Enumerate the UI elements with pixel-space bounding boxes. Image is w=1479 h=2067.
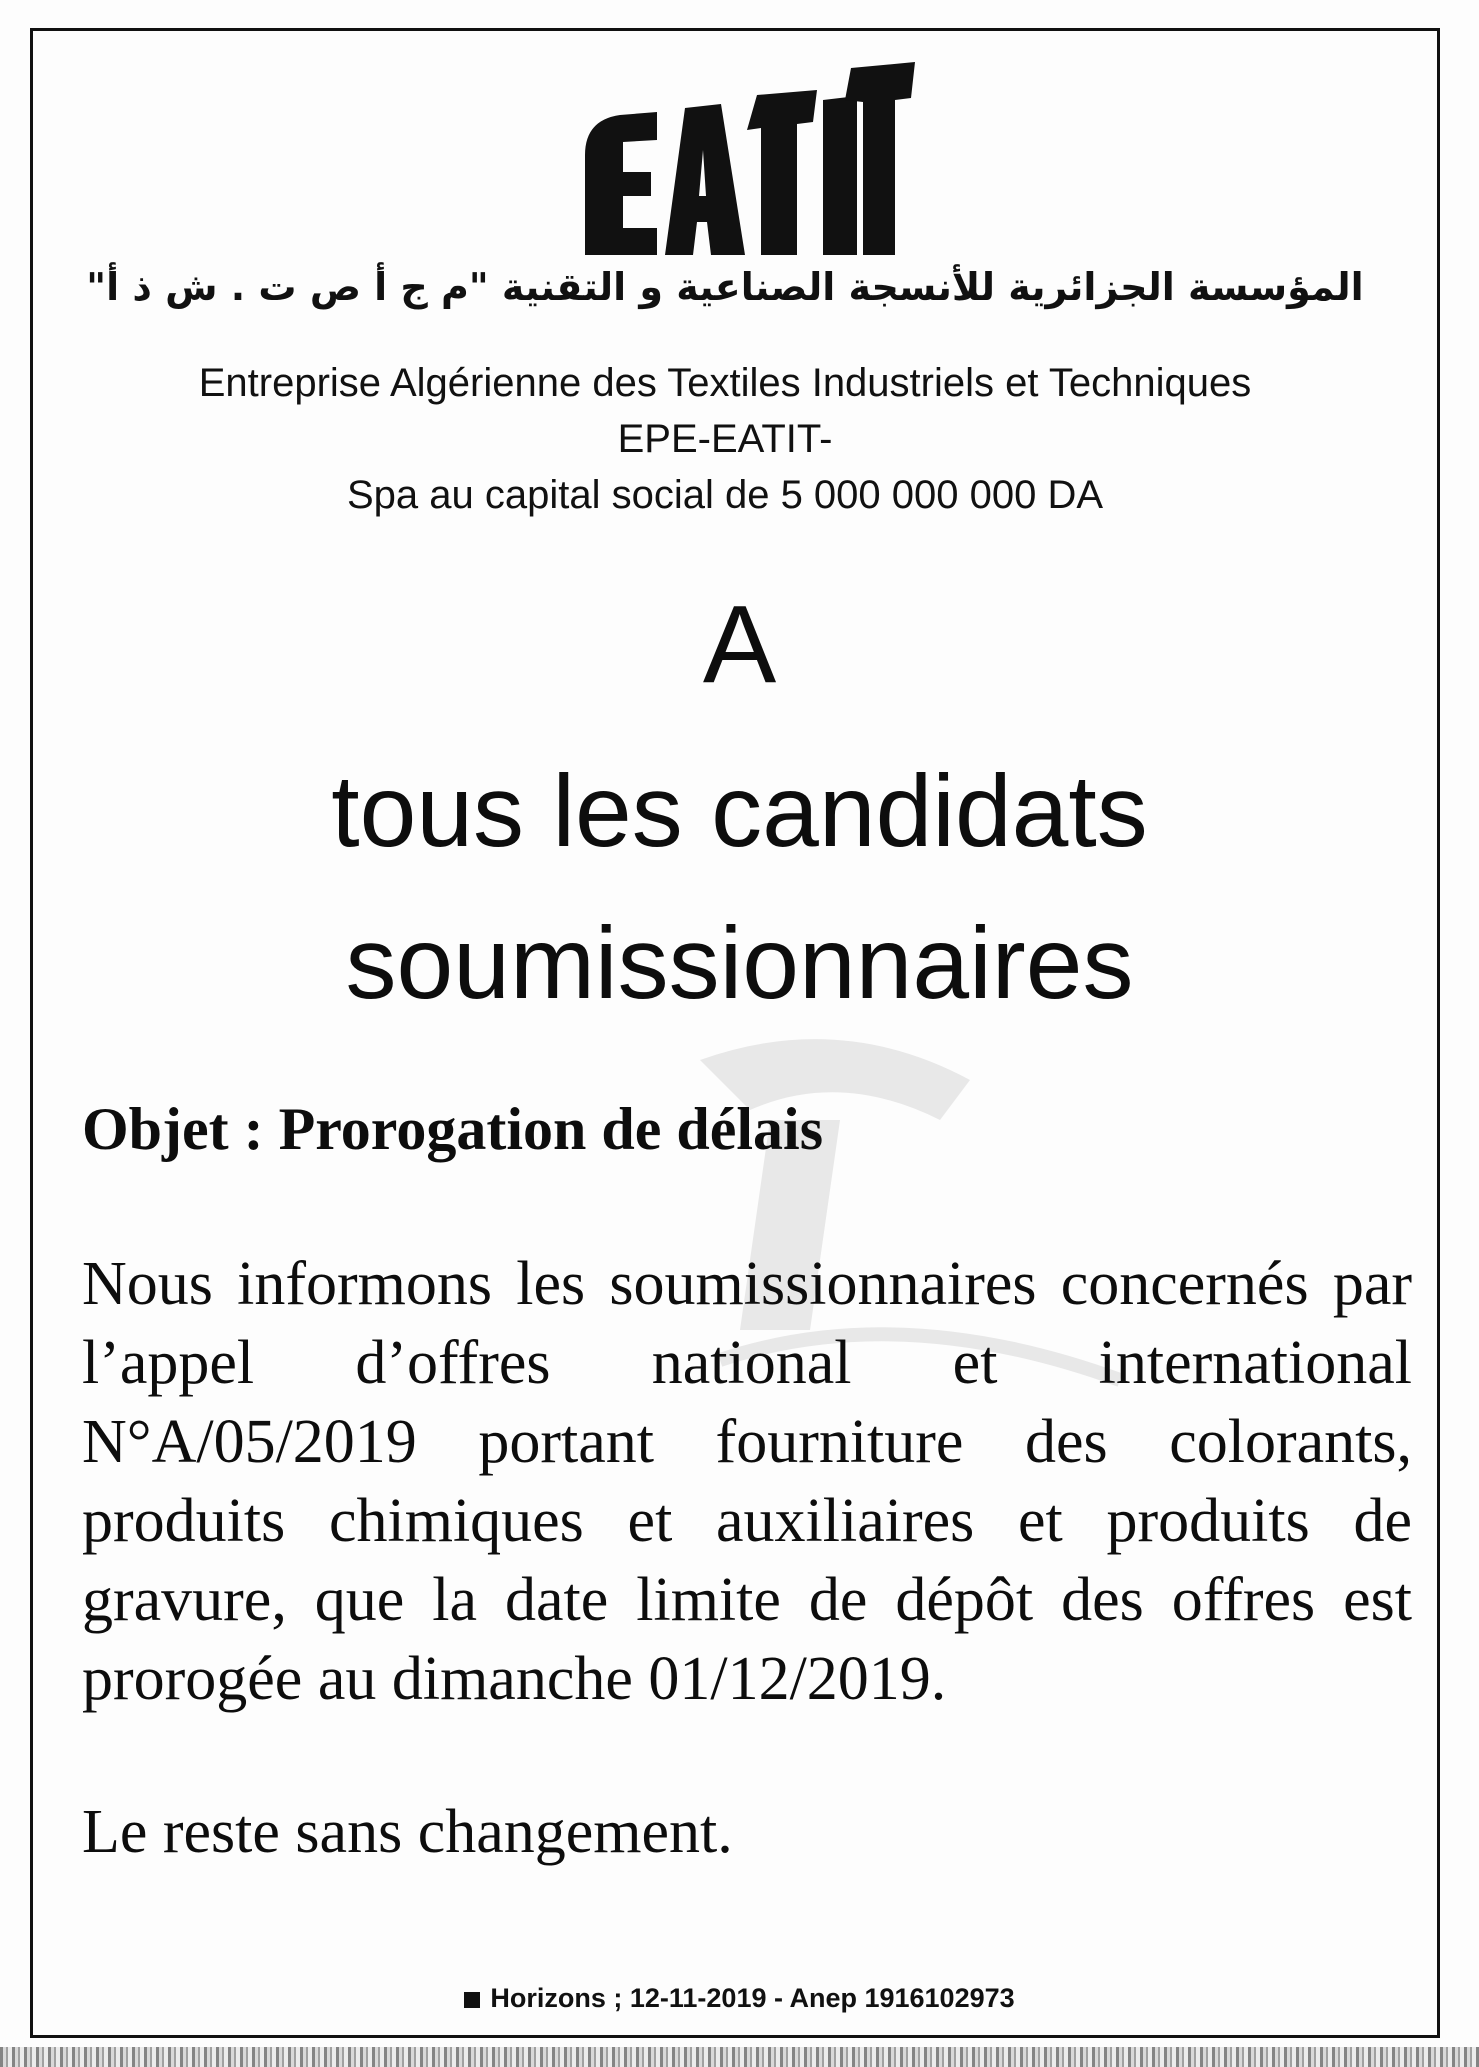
company-french-name: Entreprise Algérienne des Textiles Industriels et Techniques [198, 361, 1252, 405]
bullet-square-icon [464, 1992, 480, 2008]
announcement-letter: A [702, 583, 777, 706]
company-arabic-name: المؤسسة الجزائرية للأنسجة الصناعية و التقنية "م ج أ ص ت . ش ذ أ" [86, 265, 1364, 309]
company-acronym: EPE-EATIT- [617, 417, 833, 461]
company-info [60, 355, 1390, 523]
notice-closing: Le reste sans changement. [82, 1798, 733, 1866]
eatit-logo [585, 60, 915, 260]
headline-line-2: soumissionnaires [345, 906, 1134, 1020]
headline-line-1: tous les candidats [331, 754, 1148, 868]
scan-edge-band [0, 2047, 1479, 2067]
notice-body: Nous informons les soumissionnaires concernés par l’appel d’offres national et international N°A/05/2019 portant fourniture des colorants, produits chimiques et auxiliaires et produits de gravure, que la date limite de dépôt des offres est prorogée au dimanche 01/12/2019. [82, 1250, 1412, 1713]
publication-footer [0, 1983, 1479, 2014]
footer-text: Horizons ; 12-11-2019 - Anep 1916102973 [490, 1983, 1015, 2013]
announcement-headline [0, 735, 1479, 1039]
objet-heading: Objet : Prorogation de délais [82, 1096, 824, 1162]
company-capital: Spa au capital social de 5 000 000 000 DA [346, 473, 1104, 517]
